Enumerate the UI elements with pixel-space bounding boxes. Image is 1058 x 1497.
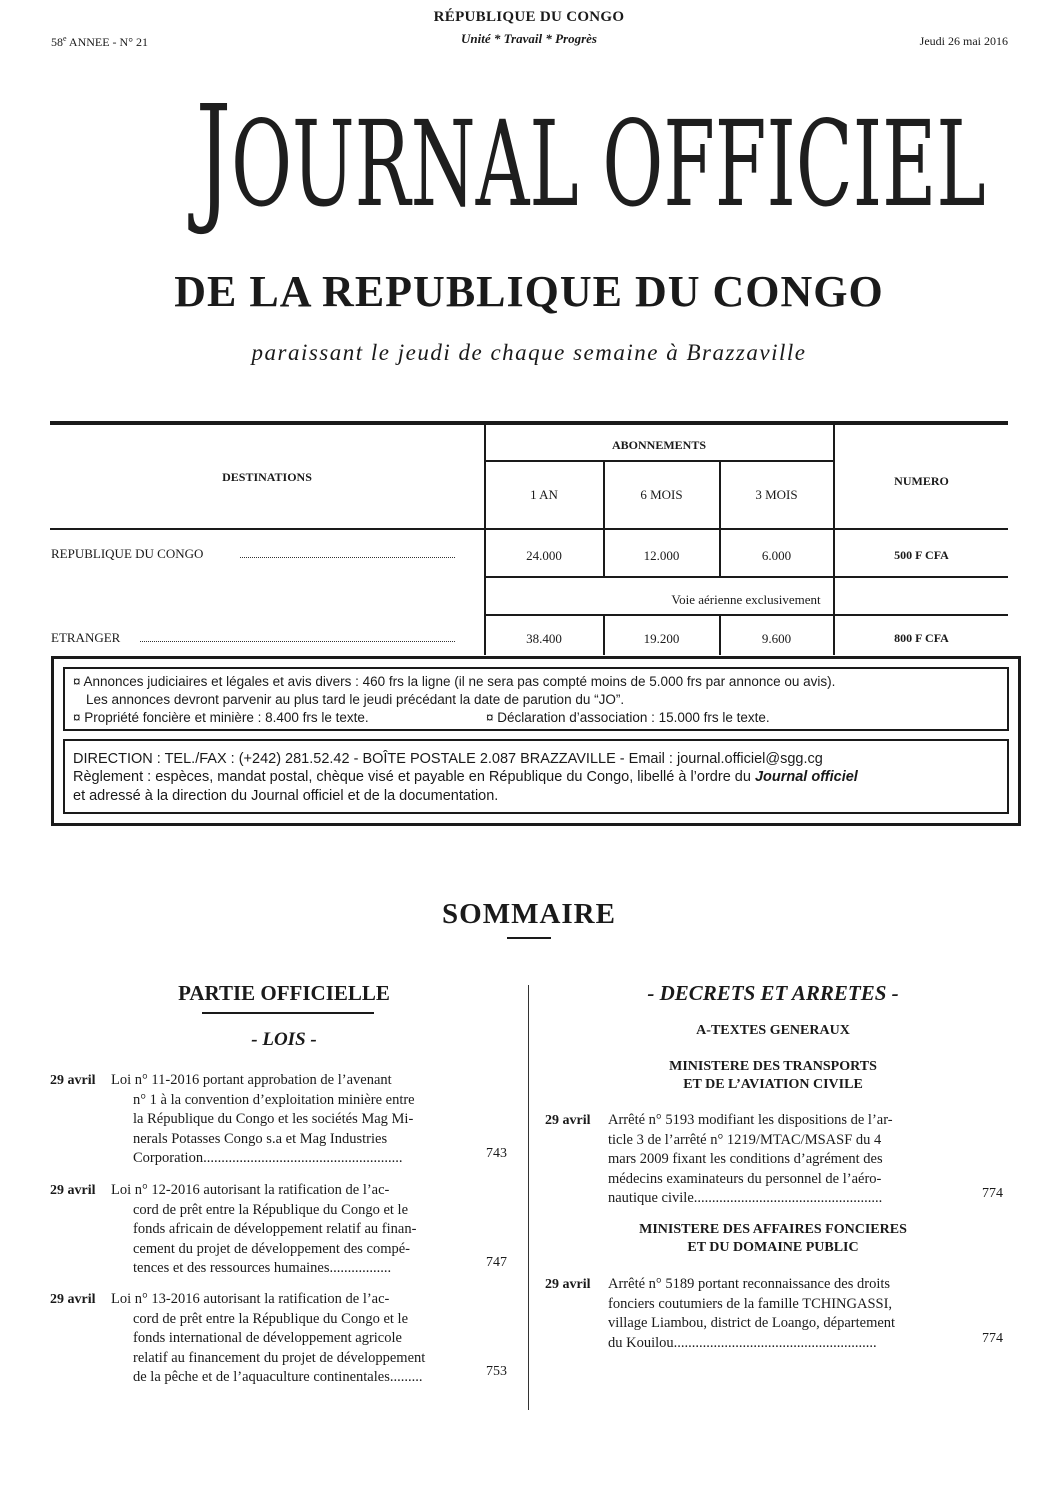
row-label-congo: REPUBLIQUE DU CONGO	[51, 546, 204, 561]
lois-heading: - LOIS -	[251, 1029, 317, 1050]
entry-date: 29 avril	[545, 1277, 591, 1292]
period-3mois: 3 MOIS	[755, 487, 798, 502]
masthead-subtitle: DE LA REPUBLIQUE DU CONGO	[174, 267, 884, 316]
air-mail-note: Voie aérienne exclusivement	[671, 592, 821, 607]
partie-officielle-heading: PARTIE OFFICIELLE	[178, 981, 390, 1005]
notice-line: ¤ Propriété foncière et minière : 8.400 frs le texte.	[73, 710, 369, 725]
sommaire-title: SOMMAIRE	[442, 898, 616, 930]
country-name: RÉPUBLIQUE DU CONGO	[433, 9, 625, 25]
row-label-etranger: ETRANGER	[51, 630, 121, 645]
textes-generaux-heading: A-TEXTES GENERAUX	[696, 1023, 850, 1038]
etranger-3mois: 9.600	[761, 631, 792, 646]
period-1an: 1 AN	[530, 487, 558, 502]
issue-date: Jeudi 26 mai 2016	[919, 34, 1008, 48]
period-6mois: 6 MOIS	[640, 487, 683, 502]
table-rule	[484, 460, 834, 462]
notice-line: Les annonces devront parvenir au plus tard le jeudi précédant la date de parution du “JO”.	[86, 692, 625, 707]
abonnements-header: ABONNEMENTS	[611, 438, 706, 452]
notice-line: ¤ Annonces judiciaires et légales et avis divers : 460 frs la ligne (il ne sera pas compté moins de 5.000 frs par annonce ou avis).	[73, 674, 836, 689]
section-rule	[202, 1012, 374, 1014]
publication-tagline: paraissant le jeudi de chaque semaine à Brazzaville	[251, 340, 807, 365]
entry-date: 29 avril	[50, 1073, 96, 1088]
entry-date: 29 avril	[50, 1183, 96, 1198]
entry-page: 774	[982, 1186, 1003, 1201]
congo-6mois: 12.000	[643, 548, 680, 563]
numero-header: NUMERO	[894, 474, 949, 488]
entry-text: Loi n° 12-2016 autorisant la ratification de l’ac- cord de prêt entre la République du Congo et le fonds africain de développement relatif au finan- cement du projet de développement des compé- tences et des ressources humaines.................	[111, 1182, 417, 1276]
entry-text: Loi n° 11-2016 portant approbation de l’avenant n° 1 à la convention d’exploitation minière entre la République du Congo et les sociétés Mag Mi- nerals Potasses Congo s.a et Mag Industries Corporation.......................................................	[111, 1072, 415, 1166]
ministry-heading: MINISTERE DES TRANSPORTS ET DE L’AVIATION CIVILE	[669, 1059, 877, 1092]
entry-date: 29 avril	[545, 1113, 591, 1128]
etranger-numero: 800 F CFA	[894, 631, 949, 645]
destinations-header: DESTINATIONS	[222, 470, 312, 484]
ministry-heading: MINISTERE DES AFFAIRES FONCIERES ET DU DOMAINE PUBLIC	[639, 1222, 907, 1255]
entry-text: Arrêté n° 5193 modifiant les dispositions de l’ar- ticle 3 de l’arrêté n° 1219/MTAC/MSASF du 4 mars 2009 fixant les conditions d’agrément des médecins examinateurs du personnel de l’aéro- nautique civile....................................................	[608, 1112, 893, 1206]
column-divider	[528, 985, 529, 1410]
decrets-heading: - DECRETS ET ARRETES -	[647, 981, 899, 1005]
notice-line: ¤ Déclaration d’association : 15.000 frs le texte.	[486, 710, 770, 725]
etranger-6mois: 19.200	[643, 631, 680, 646]
entry-date: 29 avril	[50, 1292, 96, 1307]
direction-line: DIRECTION : TEL./FAX : (+242) 281.52.42 - BOÎTE POSTALE 2.087 BRAZZAVILLE - Email : journal.officiel@sgg.cg	[73, 751, 823, 767]
congo-1an: 24.000	[526, 548, 562, 563]
leader-dots	[140, 640, 455, 642]
masthead-title: JOURNAL OFFICIEL	[195, 76, 986, 239]
table-rule	[484, 614, 1008, 616]
reglement-line-end: et adressé à la direction du Journal officiel et de la documentation.	[73, 788, 499, 804]
sommaire-rule	[507, 937, 551, 939]
entry-text: Arrêté n° 5189 portant reconnaissance des droits fonciers coutumiers de la famille TCHINGASSI, village Liambou, district de Loango, département du Kouilou........................................................	[608, 1276, 896, 1351]
etranger-1an: 38.400	[526, 631, 562, 646]
entry-page: 774	[982, 1331, 1003, 1346]
entry-page: 747	[486, 1255, 507, 1270]
table-top-rule	[50, 421, 1008, 425]
congo-3mois: 6.000	[761, 548, 792, 563]
leader-dots	[240, 556, 455, 558]
entry-page: 753	[486, 1364, 507, 1379]
national-motto: Unité * Travail * Progrès	[460, 31, 597, 46]
entry-text: Loi n° 13-2016 autorisant la ratification de l’ac- cord de prêt entre la République du Congo et le fonds international de développement agricole relatif au financement du projet de développement de la pêche et de l’aquaculture continentales.........	[111, 1291, 426, 1385]
table-rule	[484, 576, 1008, 578]
congo-numero: 500 F CFA	[894, 548, 949, 562]
table-rule	[50, 528, 1008, 530]
reglement-line: Règlement : espèces, mandat postal, chèque visé et payable en République du Congo, libellé à l’ordre du Journal officiel	[73, 769, 858, 785]
entry-page: 743	[486, 1146, 507, 1161]
edition-number: 58e ANNEE - N° 21	[51, 34, 149, 49]
